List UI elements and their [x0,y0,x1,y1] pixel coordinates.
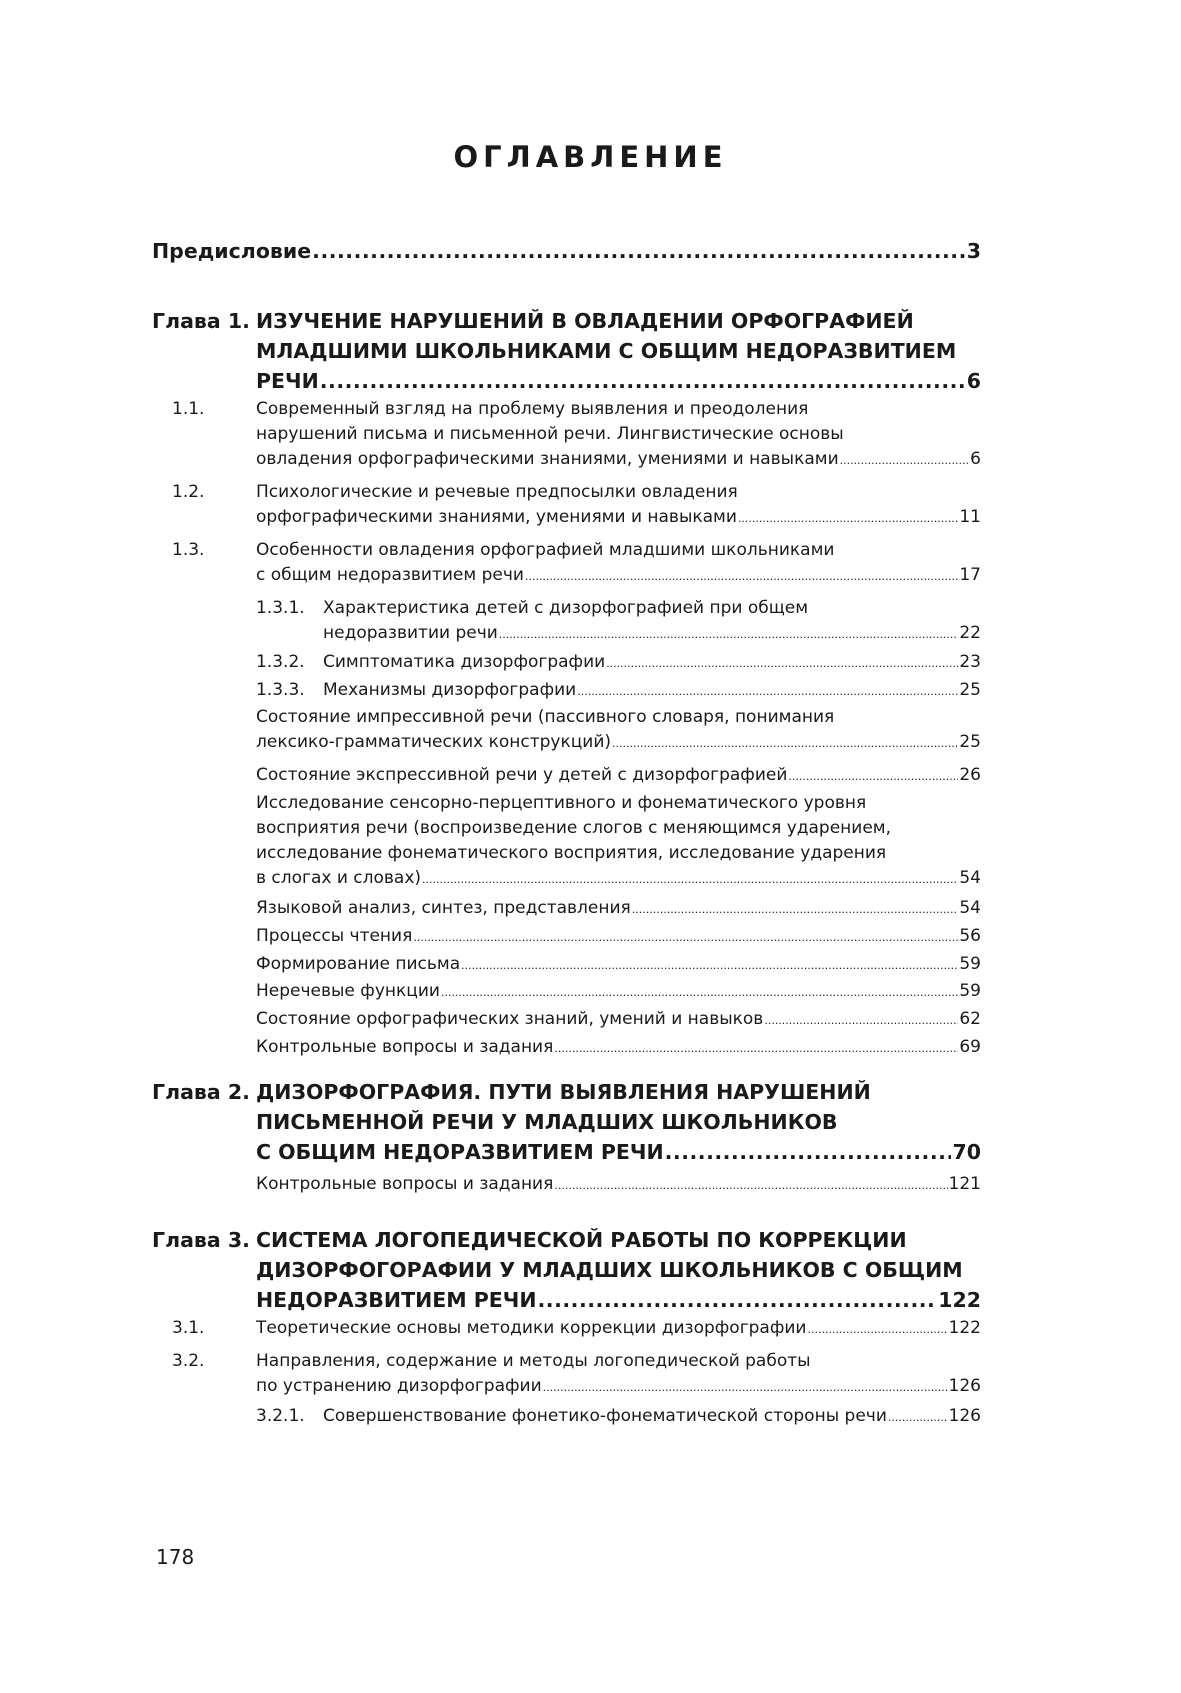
toc-page-number: 25 [959,732,981,752]
toc-page-number: 6 [970,449,981,469]
toc-entry-title-line: Современный взгляд на проблему выявления и преодоления [256,399,809,419]
dot-leader [525,564,958,589]
toc-page-number: 54 [959,898,981,918]
toc-entry-title-line: НЕДОРАЗВИТИЕМ РЕЧИ [256,1288,537,1312]
toc-entry-title-line: Языковой анализ, синтез, представления [256,898,631,918]
dot-leader [461,953,958,978]
dot-leader [738,506,958,531]
toc-page-number: 126 [948,1376,981,1396]
toc-page-number: 121 [948,1174,981,1194]
toc-entry-title-line: Психологические и речевые предпосылки овладения [256,482,738,502]
toc-entry-title-line: Характеристика детей с дизорфографией при общем [323,598,809,618]
toc-page-number: 26 [959,765,981,785]
toc-entry-title-line: по устранению дизорфографии [256,1376,542,1396]
toc-entry-number: 1.3. [172,540,205,560]
dot-leader [577,679,958,704]
toc-entry-number: Глава 1. [152,309,250,333]
dot-leader [320,366,966,396]
toc-entry-number: 1.3.1. [256,598,305,618]
toc-entry-title-line: недоразвитии речи [323,623,498,643]
dot-leader [888,1405,948,1430]
dot-leader [612,731,958,756]
dot-leader [665,1137,952,1167]
toc-entry-number: 3.2. [172,1351,205,1371]
toc-page-number: 17 [959,565,981,585]
toc-entry-title-line: Исследование сенсорно-перцептивного и фонематического уровня [256,793,867,813]
toc-entry-title-line: СИСТЕМА ЛОГОПЕДИЧЕСКОЙ РАБОТЫ ПО КОРРЕКЦИИ [256,1228,907,1252]
toc-page-number: 11 [959,507,981,527]
toc-entry-title-line: ИЗУЧЕНИЕ НАРУШЕНИЙ В ОВЛАДЕНИИ ОРФОГРАФИЕЙ [256,309,914,333]
dot-leader [764,1008,958,1033]
page-title: ОГЛАВЛЕНИЕ [453,140,728,174]
toc-entry-title-line: Неречевые функции [256,981,440,1001]
toc-page-number: 23 [959,652,981,672]
toc-entry-title-line: Процессы чтения [256,926,413,946]
toc-entry-title-line: Контрольные вопросы и задания [256,1174,554,1194]
toc-entry-title-line: Симптоматика дизорфографии [323,652,606,672]
dot-leader [807,1317,947,1342]
toc-entry-title-line: в слогах и словах) [256,868,422,888]
toc-page-number: 54 [959,868,981,888]
toc-page-number: 69 [959,1037,981,1057]
dot-leader [499,622,959,647]
toc-entry-title-line: Состояние экспрессивной речи у детей с дизорфографией [256,765,788,785]
toc-page-number: 59 [959,981,981,1001]
toc-page-number: 25 [959,680,981,700]
dot-leader [543,1375,948,1400]
toc-entry-title-line: МЛАДШИМИ ШКОЛЬНИКАМИ С ОБЩИМ НЕДОРАЗВИТИЕМ [256,339,957,363]
toc-entry-number: 1.2. [172,482,205,502]
toc-entry-title-line: Направления, содержание и методы логопедической работы [256,1351,811,1371]
toc-entry-title-line: лексико-грамматических конструкций) [256,732,612,752]
toc-entry-title-line: ДИЗОРФОГРАФИЯ. ПУТИ ВЫЯВЛЕНИЯ НАРУШЕНИЙ [256,1080,871,1104]
toc-entry-title-line: Совершенствование фонетико-фонематической стороны речи [323,1406,887,1426]
toc-entry-title-line: ДИЗОРФОГОРАФИИ У МЛАДШИХ ШКОЛЬНИКОВ С ОБЩИМ [256,1258,963,1282]
toc-entry-title-line: Формирование письма [256,954,461,974]
dot-leader [554,1173,947,1198]
toc-page-number: 59 [959,954,981,974]
toc-page-number: 126 [948,1406,981,1426]
toc-entry-title-line: Контрольные вопросы и задания [256,1037,554,1057]
toc-entry-number: 3.1. [172,1318,205,1338]
toc-entry-title-line: Особенности овладения орфографией младшими школьниками [256,540,835,560]
dot-leader [840,448,970,473]
toc-page-number: 122 [938,1288,981,1312]
toc-entry-title-line: РЕЧИ [256,369,319,393]
toc-entry-title-line: Состояние орфографических знаний, умений и навыков [256,1009,764,1029]
toc-page-number: 3 [966,239,981,263]
toc-entry-title-line: исследование фонематического восприятия, исследование ударения [256,843,887,863]
dot-leader [538,1285,938,1315]
toc-page-number: 122 [948,1318,981,1338]
toc-entry-title-line: Предисловие [152,239,312,263]
toc-entry-number: 1.1. [172,399,205,419]
toc-entry-title-line: орфографическими знаниями, умениями и навыками [256,507,737,527]
toc-entry-number: 3.2.1. [256,1406,305,1426]
toc-page-number: 56 [959,926,981,946]
toc-entry-title-line: Механизмы дизорфографии [323,680,577,700]
toc-page-number: 70 [952,1140,981,1164]
toc-entry-title-line: Теоретические основы методики коррекции дизорфографии [256,1318,807,1338]
dot-leader [413,925,958,950]
toc-page-number: 6 [966,369,981,393]
dot-leader [441,980,958,1005]
toc-entry-title-line: с общим недоразвитием речи [256,565,524,585]
toc-entry-title-line: С ОБЩИМ НЕДОРАЗВИТИЕМ РЕЧИ [256,1140,664,1164]
toc-entry-title-line: восприятия речи (воспроизведение слогов с меняющимся ударением, [256,818,892,838]
toc-entry-number: Глава 3. [152,1228,250,1252]
toc-entry-number: 1.3.3. [256,680,305,700]
toc-entry-title-line: Состояние импрессивной речи (пассивного словаря, понимания [256,707,835,727]
dot-leader [554,1036,958,1061]
dot-leader [788,764,958,789]
toc-entry-number: 1.3.2. [256,652,305,672]
toc-entry-title-line: нарушений письма и письменной речи. Лингвистические основы [256,424,844,444]
dot-leader [312,236,966,266]
toc-entry-title-line: ПИСЬМЕННОЙ РЕЧИ У МЛАДШИХ ШКОЛЬНИКОВ [256,1110,838,1134]
toc-page-number: 22 [959,623,981,643]
dot-leader [422,867,958,892]
dot-leader [606,651,958,676]
toc-entry-number: Глава 2. [152,1080,250,1104]
toc-page-number: 62 [959,1009,981,1029]
dot-leader [632,897,959,922]
page-number: 178 [156,1545,195,1569]
toc-entry-title-line: овладения орфографическими знаниями, умениями и навыками [256,449,839,469]
